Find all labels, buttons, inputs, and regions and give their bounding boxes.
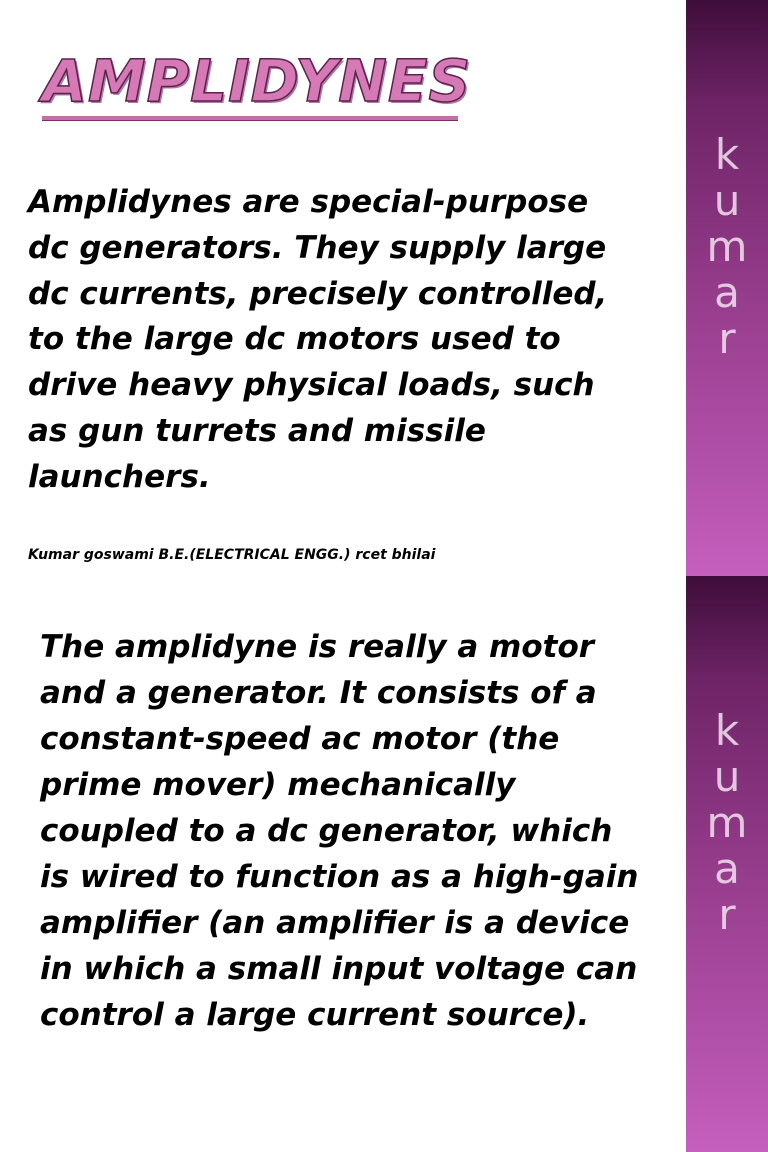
title-underline [42, 116, 458, 121]
side-bar [686, 576, 768, 1152]
side-letter: a [714, 844, 740, 893]
body-line: to the large dc motors used to [28, 321, 561, 358]
body-line: drive heavy physical loads, such [28, 367, 595, 404]
body-line: dc generators. They supply large [28, 229, 607, 266]
side-watermark [686, 708, 768, 938]
body-line: The amplidyne is really a motor [40, 629, 595, 665]
side-letter: m [706, 798, 748, 847]
side-letter: u [713, 176, 741, 225]
slide-2 [0, 576, 768, 1152]
slide-title: AMPLIDYNES [42, 47, 472, 115]
side-bar [686, 0, 768, 576]
side-letter: m [706, 222, 748, 271]
body-line: launchers. [28, 458, 211, 495]
body-line: is wired to function as a high-gain [40, 859, 639, 895]
body-line: control a large current source). [40, 997, 590, 1033]
side-letter: k [714, 706, 740, 755]
body-line: dc currents, precisely controlled, [28, 275, 608, 312]
body-line: in which a small input voltage can [40, 951, 638, 987]
side-letter: a [714, 268, 740, 317]
side-letter: k [714, 130, 740, 179]
side-watermark [686, 132, 768, 362]
body-line: and a generator. It consists of a [40, 675, 597, 711]
slide-2-body [40, 624, 680, 1038]
body-line: constant-speed ac motor (the [40, 721, 560, 757]
body-line: Amplidynes are special-purpose [28, 184, 589, 220]
side-letter: r [718, 890, 736, 939]
body-line: coupled to a dc generator, which [40, 813, 613, 849]
slide-1-body [28, 180, 668, 501]
side-letter: u [713, 752, 741, 801]
side-letter: r [718, 314, 736, 363]
body-line: amplifier (an amplifier is a device [40, 905, 630, 941]
body-line: prime mover) mechanically [40, 767, 516, 803]
body-line: as gun turrets and missile [28, 412, 486, 449]
slide-footer: Kumar goswami B.E.(ELECTRICAL ENGG.) rcet bhilai [28, 547, 436, 563]
